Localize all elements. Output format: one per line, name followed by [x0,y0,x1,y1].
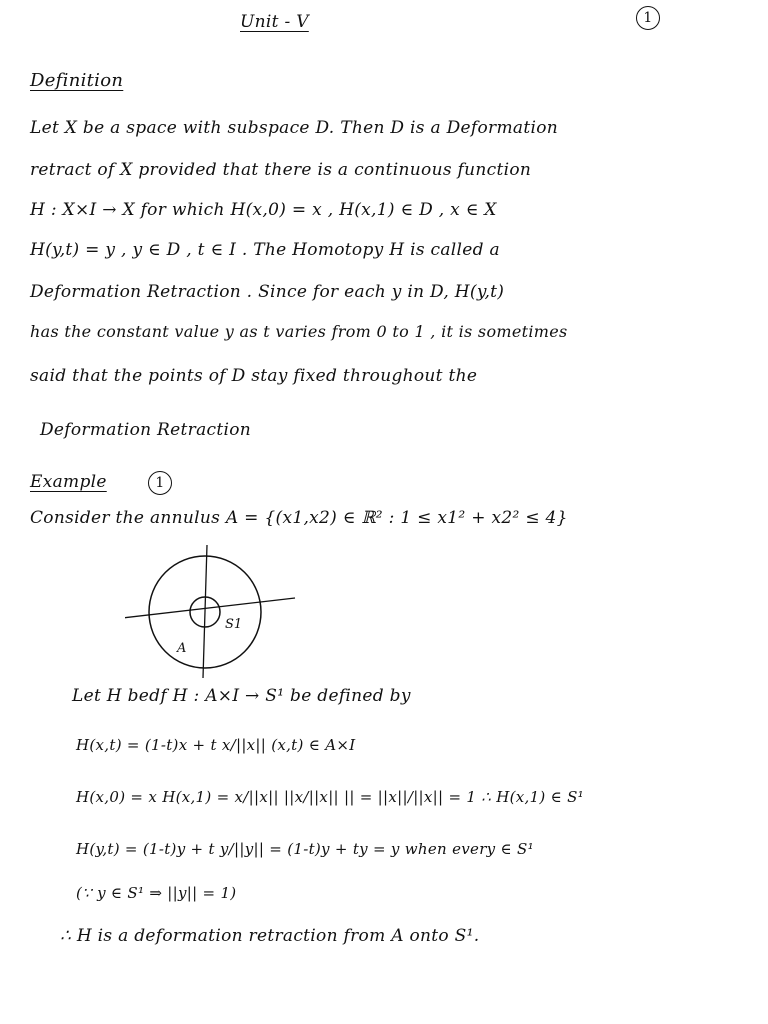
y-axis-line [203,545,207,678]
example-line-4: H(y,t) = (1-t)y + t y/||y|| = (1-t)y + ty = y when every ∈ S¹ [76,840,534,858]
definition-line-6: has the constant value y as t varies from 0 to 1 , it is sometimes [30,322,568,341]
definition-heading: Definition [30,70,124,91]
example-line-6: ∴ H is a deformation retraction from A onto S¹. [60,926,480,946]
definition-line-8: Deformation Retraction [40,420,251,440]
inner-circle-label: S1 [225,617,243,632]
definition-line-5: Deformation Retraction . Since for each y in D, H(y,t) [30,282,505,302]
example-statement: Consider the annulus A = {(x1,x2) ∈ ℝ² : 1 ≤ x1² + x2² ≤ 4} [30,508,568,528]
page-number-badge: 1 [636,6,660,30]
example-line-3: H(x,0) = x H(x,1) = x/||x|| ||x/||x|| || = ||x||/||x|| = 1 ∴ H(x,1) ∈ S¹ [76,788,584,806]
definition-line-1: Let X be a space with subspace D. Then D is a Deformation [30,118,558,138]
region-label: A [177,641,187,656]
definition-line-7: said that the points of D stay fixed throughout the [30,366,478,386]
example-line-1: Let H bedf H : A×I → S¹ be defined by [72,686,411,706]
example-heading: Example [30,472,107,492]
example-line-2: H(x,t) = (1-t)x + t x/||x|| (x,t) ∈ A×I [76,736,356,754]
example-line-5: (∵ y ∈ S¹ ⇒ ||y|| = 1) [76,884,237,902]
example-number-badge: 1 [148,471,172,495]
unit-heading: Unit - V [240,12,309,32]
definition-line-3: H : X×I → X for which H(x,0) = x , H(x,1) ∈ D , x ∈ X [30,200,497,220]
annulus-diagram [125,540,305,680]
definition-line-4: H(y,t) = y , y ∈ D , t ∈ I . The Homotopy H is called a [30,240,500,260]
definition-line-2: retract of X provided that there is a continuous function [30,160,532,180]
